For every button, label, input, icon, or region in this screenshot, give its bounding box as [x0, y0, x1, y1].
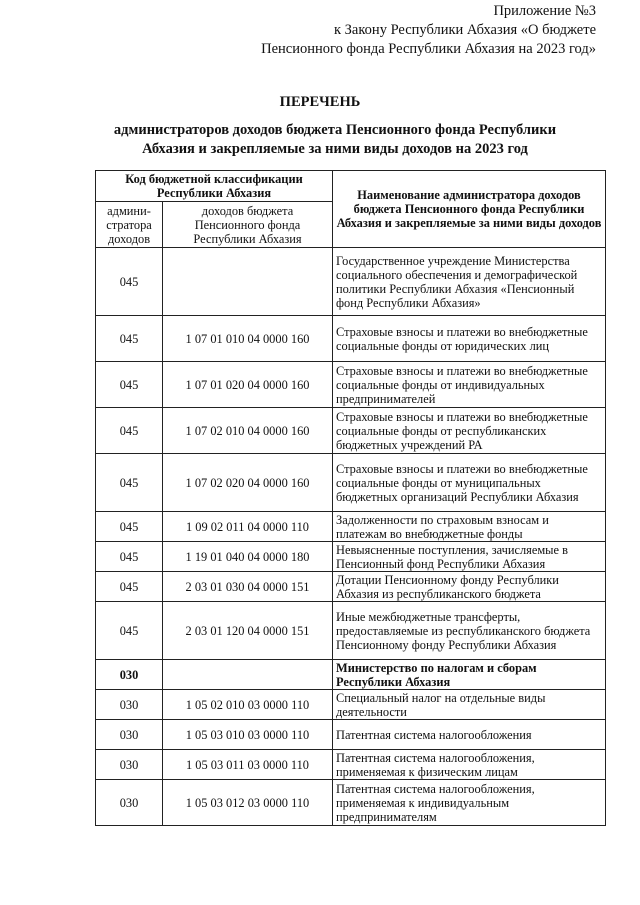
- revenue-code-cell: 1 19 01 040 04 0000 180: [163, 542, 333, 572]
- header-admin-code: админи-стратора доходов: [96, 202, 163, 248]
- revenue-code-cell: 2 03 01 030 04 0000 151: [163, 572, 333, 602]
- admin-code-cell: 030: [96, 720, 163, 750]
- table-row: [96, 408, 606, 454]
- admin-code-cell: 045: [96, 408, 163, 454]
- table-row: [96, 572, 606, 602]
- administrator-name-cell: Задолженности по страховым взносам и платежам во внебюджетные фонды: [333, 512, 606, 542]
- revenue-code-cell: 1 05 02 010 03 0000 110: [163, 690, 333, 720]
- table-row: [96, 316, 606, 362]
- revenue-code-cell: 1 07 01 020 04 0000 160: [163, 362, 333, 408]
- administrator-name-cell: Патентная система налогообложения, применяемая к индивидуальным предпринимателям: [333, 780, 606, 826]
- administrator-name-cell: Невыясненные поступления, зачисляемые в Пенсионный фонд Республики Абхазия: [333, 542, 606, 572]
- header-revenue-code: доходов бюджета Пенсионного фонда Республики Абхазия: [163, 202, 333, 248]
- administrator-name-cell: Страховые взносы и платежи во внебюджетные социальные фонды от юридических лиц: [333, 316, 606, 362]
- administrator-name-cell: Министерство по налогам и сборам Республики Абхазия: [333, 660, 606, 690]
- table-row: [96, 780, 606, 826]
- admin-code-cell: 045: [96, 572, 163, 602]
- revenue-code-cell: 1 07 01 010 04 0000 160: [163, 316, 333, 362]
- revenue-code-cell: 1 09 02 011 04 0000 110: [163, 512, 333, 542]
- table-row: [96, 660, 606, 690]
- administrator-name-cell: Патентная система налогообложения, применяемая к физическим лицам: [333, 750, 606, 780]
- admin-code-cell: 045: [96, 316, 163, 362]
- annex-line-2: к Закону Республики Абхазия «О бюджете: [334, 22, 596, 38]
- admin-code-cell: 030: [96, 690, 163, 720]
- admin-code-cell: 045: [96, 454, 163, 512]
- annex-line-1: Приложение №3: [493, 3, 596, 19]
- administrator-name-cell: Страховые взносы и платежи во внебюджетные социальные фонды от индивидуальных предпринимателей: [333, 362, 606, 408]
- subtitle-line-1: администраторов доходов бюджета Пенсионного фонда Республики: [113, 122, 557, 138]
- admin-code-cell: 030: [96, 780, 163, 826]
- document-subtitle: [70, 121, 600, 159]
- revenue-code-cell: 1 05 03 011 03 0000 110: [163, 750, 333, 780]
- header-budget-classification-code: Код бюджетной классификации Республики Абхазия: [96, 171, 333, 202]
- annex-line-3: Пенсионного фонда Республики Абхазия на 2023 год»: [261, 41, 596, 57]
- table-row: [96, 454, 606, 512]
- table-row: [96, 602, 606, 660]
- table-row: [96, 248, 606, 316]
- administrators-table: [95, 170, 606, 826]
- administrator-name-cell: Иные межбюджетные трансферты, предоставляемые из республиканского бюджета Пенсионному фонду Республики Абхазия: [333, 602, 606, 660]
- table-row: [96, 720, 606, 750]
- table-row: [96, 690, 606, 720]
- table-row: [96, 542, 606, 572]
- admin-code-cell: 045: [96, 602, 163, 660]
- admin-code-cell: 045: [96, 512, 163, 542]
- revenue-code-cell: 1 05 03 012 03 0000 110: [163, 780, 333, 826]
- administrator-name-cell: Государственное учреждение Министерства социального обеспечения и демографической политики Республики Абхазия «Пенсионный фонд Республики Абхазия»: [333, 248, 606, 316]
- admin-code-cell: 030: [96, 750, 163, 780]
- administrator-name-cell: Дотации Пенсионному фонду Республики Абхазия из республиканского бюджета: [333, 572, 606, 602]
- administrator-name-cell: Патентная система налогообложения: [333, 720, 606, 750]
- table-row: [96, 512, 606, 542]
- revenue-code-cell: 1 07 02 020 04 0000 160: [163, 454, 333, 512]
- admin-code-cell: 045: [96, 248, 163, 316]
- administrator-name-cell: Страховые взносы и платежи во внебюджетные социальные фонды от республиканских бюджетных учреждений РА: [333, 408, 606, 454]
- admin-code-cell: 030: [96, 660, 163, 690]
- revenue-code-cell: 1 05 03 010 03 0000 110: [163, 720, 333, 750]
- table-row: [96, 750, 606, 780]
- revenue-code-cell: [163, 660, 333, 690]
- admin-code-cell: 045: [96, 362, 163, 408]
- header-administrator-name: Наименование администратора доходов бюджета Пенсионного фонда Республики Абхазия и закрепляемые за ними виды доходов: [333, 171, 606, 248]
- revenue-code-cell: [163, 248, 333, 316]
- document-title: ПЕРЕЧЕНЬ: [279, 94, 361, 110]
- annex-reference: [261, 2, 596, 59]
- administrator-name-cell: Специальный налог на отдельные виды деятельности: [333, 690, 606, 720]
- revenue-code-cell: 1 07 02 010 04 0000 160: [163, 408, 333, 454]
- admin-code-cell: 045: [96, 542, 163, 572]
- revenue-code-cell: 2 03 01 120 04 0000 151: [163, 602, 333, 660]
- administrator-name-cell: Страховые взносы и платежи во внебюджетные социальные фонды от муниципальных бюджетных организаций Республики Абхазия: [333, 454, 606, 512]
- subtitle-line-2: Абхазия и закрепляемые за ними виды доходов на 2023 год: [142, 141, 528, 157]
- table-body: [96, 248, 606, 826]
- table-row: [96, 362, 606, 408]
